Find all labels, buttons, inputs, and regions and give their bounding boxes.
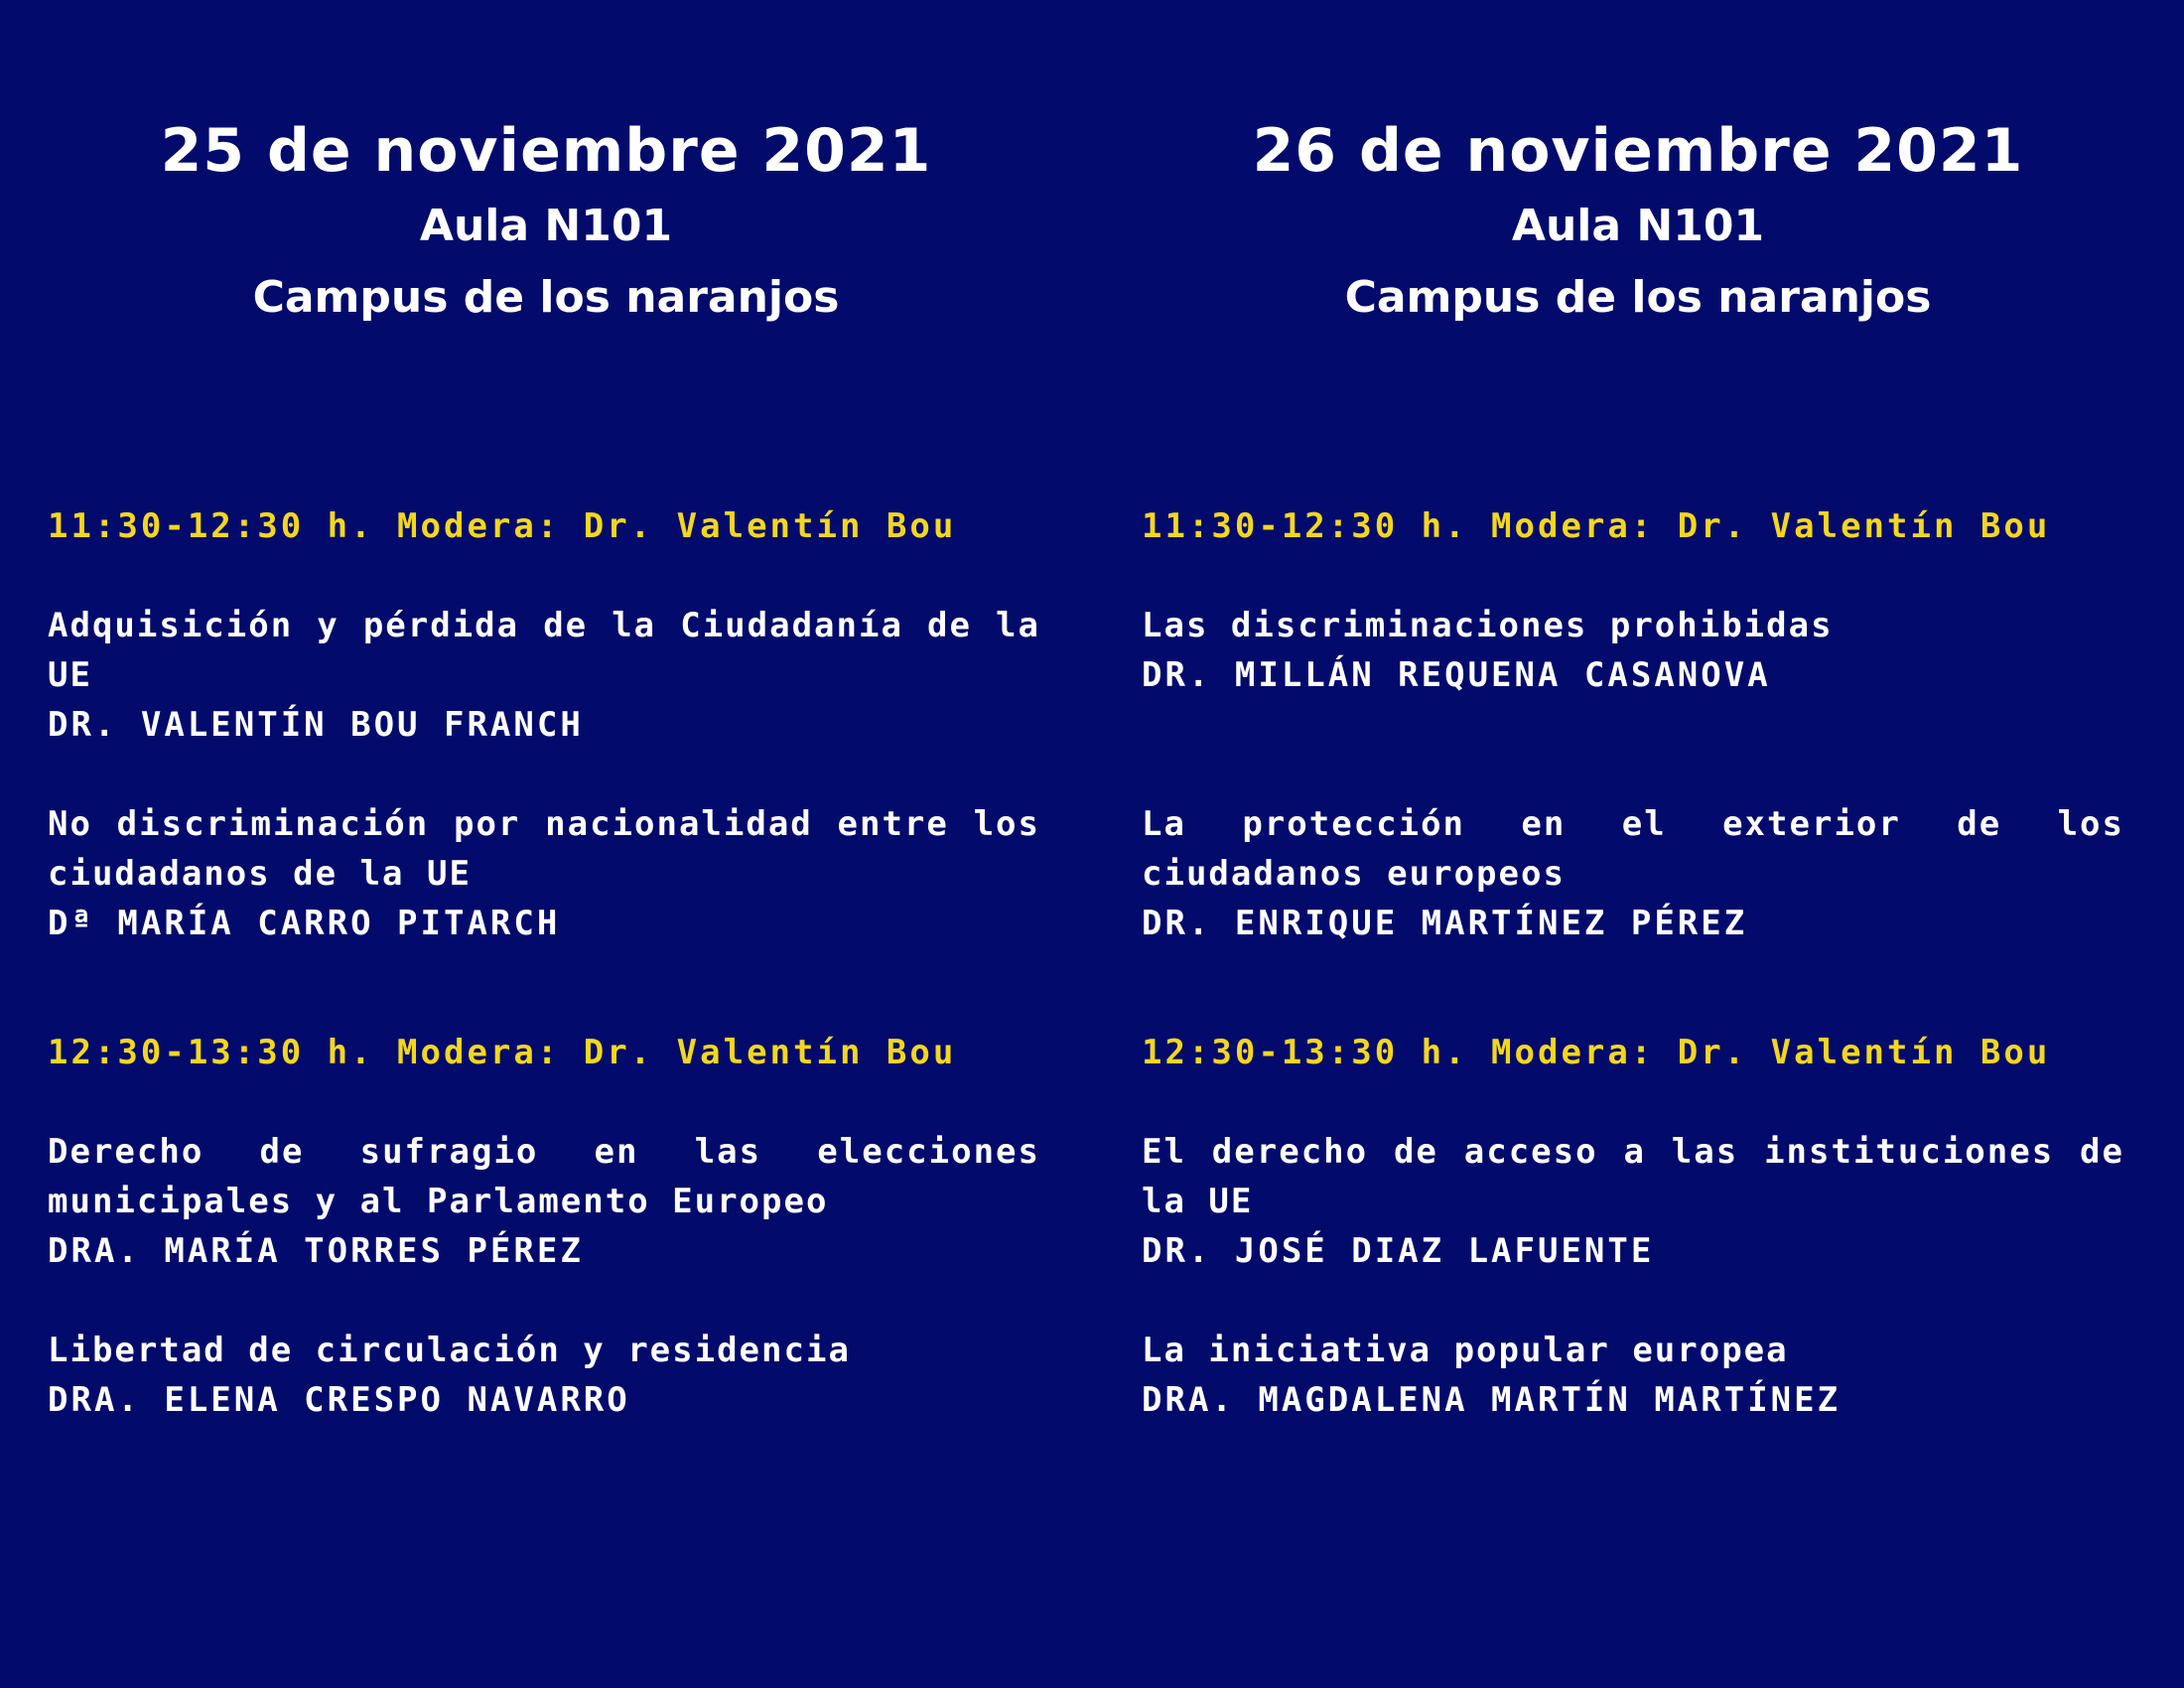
talk <box>1142 601 2124 700</box>
day-header <box>0 111 1092 334</box>
day-room: Aula N101 <box>419 201 673 251</box>
talk-title: Adquisición y pérdida de la Ciudadanía de la UE <box>48 606 1040 695</box>
talk-speaker: DRA. ELENA CRESPO NAVARRO <box>48 1380 630 1420</box>
talk-speaker: DRA. MAGDALENA MARTÍN MARTÍNEZ <box>1142 1380 1842 1420</box>
talk-speaker: DR. JOSÉ DIAZ LAFUENTE <box>1142 1231 1655 1271</box>
talk-title: La iniciativa popular europea <box>1142 1331 1789 1370</box>
talk <box>1142 1326 2124 1425</box>
talk-speaker: DR. VALENTÍN BOU FRANCH <box>48 705 584 745</box>
day-date: 26 de noviembre 2021 <box>1252 116 2024 186</box>
session <box>1142 1028 2124 1425</box>
day-program <box>1142 501 2124 1425</box>
talk-speaker: Dª MARÍA CARRO PITARCH <box>48 904 561 943</box>
talk-speaker: DRA. MARÍA TORRES PÉREZ <box>48 1231 584 1271</box>
session <box>48 1028 1040 1425</box>
talk <box>48 1326 1040 1425</box>
talk-title: Las discriminaciones prohibidas <box>1142 606 1834 645</box>
talk <box>48 799 1040 948</box>
talk <box>1142 799 2124 948</box>
day-column-2 <box>1092 0 2134 1688</box>
talk <box>48 1127 1040 1276</box>
session-time: 12:30-13:30 h. Modera: Dr. Valentín Bou <box>48 1033 957 1072</box>
talk-title: La protección en el exterior de los ciudadanos europeos <box>1142 804 2124 894</box>
talk-speaker: DR. ENRIQUE MARTÍNEZ PÉREZ <box>1142 904 1748 943</box>
talk-title: Libertad de circulación y residencia <box>48 1331 851 1370</box>
session-time: 11:30-12:30 h. Modera: Dr. Valentín Bou <box>48 506 957 546</box>
talk-title: No discriminación por nacionalidad entre los ciudadanos de la UE <box>48 804 1040 894</box>
session <box>1142 501 2124 948</box>
session-time: 12:30-13:30 h. Modera: Dr. Valentín Bou <box>1142 1033 2051 1072</box>
session <box>48 501 1040 948</box>
talk-speaker: DR. MILLÁN REQUENA CASANOVA <box>1142 655 1771 695</box>
talk <box>48 601 1040 750</box>
day-column-1 <box>0 0 1042 1688</box>
day-campus: Campus de los naranjos <box>252 272 840 323</box>
day-room: Aula N101 <box>1511 201 1765 251</box>
talk <box>1142 1127 2124 1276</box>
talk-title: Derecho de sufragio en las elecciones municipales y al Parlamento Europeo <box>48 1132 1040 1221</box>
day-program <box>48 501 1040 1425</box>
session-time: 11:30-12:30 h. Modera: Dr. Valentín Bou <box>1142 506 2051 546</box>
day-header <box>1092 111 2184 334</box>
talk-title: El derecho de acceso a las instituciones de la UE <box>1142 1132 2124 1221</box>
day-date: 25 de noviembre 2021 <box>160 116 932 186</box>
day-campus: Campus de los naranjos <box>1344 272 1932 323</box>
